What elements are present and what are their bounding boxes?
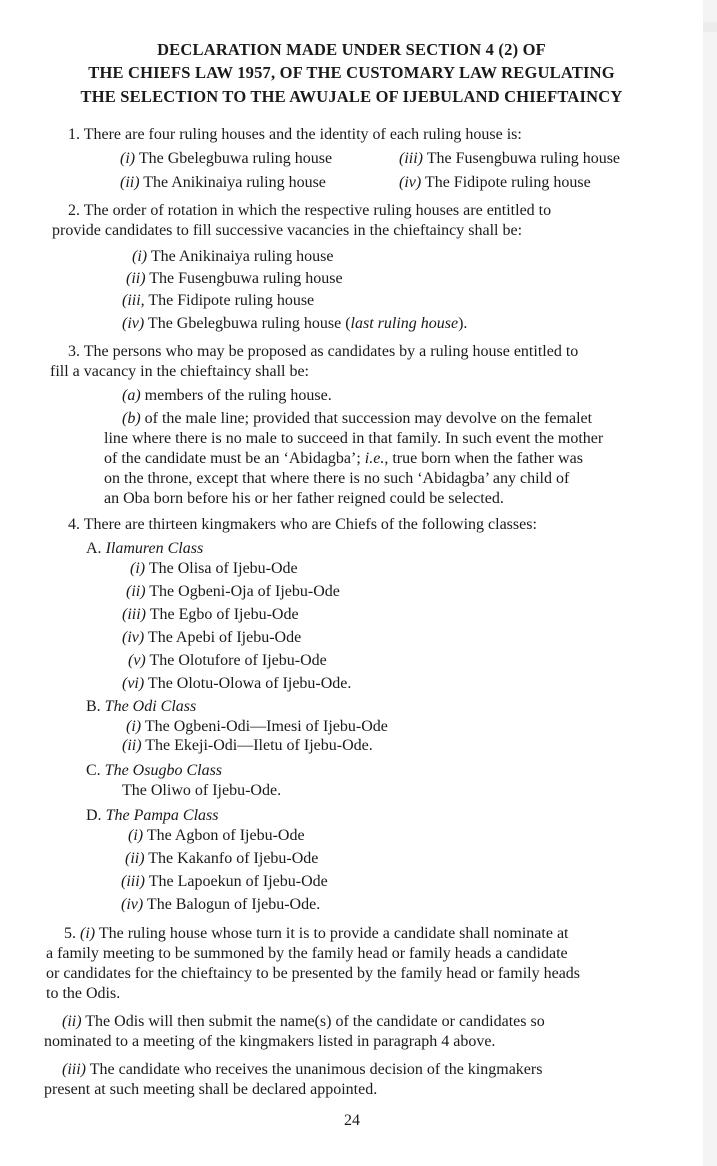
p5-iii-line-1 (62, 1061, 542, 1079)
class-a-item-6 (122, 675, 351, 693)
p3-item-b-line-5: an Oba born before his or her father reigned could be selected. (104, 490, 504, 507)
class-a-item-5 (128, 652, 327, 670)
item-number: (ii) (126, 270, 146, 287)
item-text: The Anikinaiya ruling house (147, 248, 334, 265)
item-text: The Fidipote ruling house (144, 292, 315, 309)
item-number: (ii) (126, 583, 146, 600)
page-edge-mark (703, 22, 717, 32)
p3-item-b-line-1 (122, 410, 592, 428)
class-d-item-2 (125, 850, 318, 868)
item-number: (i) (80, 925, 96, 942)
item-number: (vi) (122, 675, 145, 692)
item-number: (ii) (125, 850, 145, 867)
class-d-heading (86, 807, 218, 825)
item-number: (ii) (122, 737, 142, 754)
p3-item-b-line-2: line where there is no male to succeed in that family. In such event the mother (104, 430, 604, 447)
page-edge-strip (703, 0, 717, 1166)
class-letter: A. (86, 540, 102, 557)
class-b-item-2 (122, 737, 373, 755)
item-number: (i) (128, 827, 144, 844)
item-text: The Olisa of Ijebu-Ode (145, 560, 298, 577)
item-text: The Lapoekun of Ijebu-Ode (145, 873, 328, 890)
item-text: The Anikinaiya ruling house (139, 174, 326, 191)
item-number: (iii) (399, 150, 423, 167)
class-name: The Pampa Class (105, 807, 219, 824)
item-text: The Ogbeni-Odi—Imesi of Ijebu-Ode (141, 718, 388, 735)
item-emphasis: last ruling house (350, 315, 459, 332)
p5-iii-line-2: present at such meeting shall be declared appointed. (44, 1081, 378, 1098)
p2-item-1 (132, 248, 333, 266)
class-b-heading (86, 698, 196, 716)
item-number: (iii) (122, 606, 146, 623)
class-letter: C. (86, 762, 101, 779)
class-d-item-3 (121, 873, 328, 891)
text-part: of the candidate must be an ‘Abidagba’; (104, 450, 365, 467)
item-number: (ii) (62, 1013, 82, 1030)
p2-line-2: provide candidates to fill successive vacancies in the chieftaincy shall be: (52, 222, 523, 239)
item-text: The Gbelegbuwa ruling house ( (144, 315, 351, 332)
class-name: The Odi Class (104, 698, 197, 715)
item-number: (i) (132, 248, 148, 265)
p1-text: 1. There are four ruling houses and the identity of each ruling house is: (68, 126, 522, 143)
p3-item-b-line-3 (104, 450, 583, 468)
item-text: The Balogun of Ijebu-Ode. (143, 896, 321, 913)
p1-item-1 (120, 150, 332, 168)
item-number: (i) (120, 150, 136, 167)
p3-line-1: 3. The persons who may be proposed as candidates by a ruling house entitled to (68, 343, 579, 360)
class-c-heading (86, 762, 222, 780)
item-number: (iv) (121, 896, 144, 913)
item-text: The Ekeji-Odi—Iletu of Ijebu-Ode. (141, 737, 373, 754)
p3-line-2: fill a vacancy in the chieftaincy shall be: (50, 363, 309, 380)
p2-item-3 (122, 292, 314, 310)
class-c-item-1: The Oliwo of Ijebu-Ode. (122, 782, 282, 799)
item-text: members of the ruling house. (140, 387, 332, 404)
item-number: (i) (130, 560, 146, 577)
p5-i-line-1 (64, 925, 568, 943)
text-emphasis: i.e. (364, 450, 385, 467)
class-name: The Osugbo Class (104, 762, 223, 779)
item-text: The Fusengbuwa ruling house (423, 150, 621, 167)
p1-item-3 (399, 150, 620, 168)
item-text: The Ogbeni-Oja of Ijebu-Ode (145, 583, 340, 600)
item-number: (iv) (122, 629, 145, 646)
class-b-item-1 (126, 718, 388, 736)
item-text: The Fusengbuwa ruling house (145, 270, 343, 287)
heading-line-1: DECLARATION MADE UNDER SECTION 4 (2) OF (157, 40, 546, 59)
heading-line-2: THE CHIEFS LAW 1957, OF THE CUSTOMARY LAW REGULATING (88, 63, 615, 82)
class-a-item-4 (122, 629, 301, 647)
p4-text: 4. There are thirteen kingmakers who are Chiefs of the following classes: (68, 516, 537, 533)
class-d-item-1 (128, 827, 305, 845)
p5-ii-line-1 (62, 1013, 545, 1031)
page-number: 24 (344, 1112, 360, 1129)
item-tail: ). (458, 315, 468, 332)
item-number: (a) (122, 387, 141, 404)
item-text: The Kakanfo of Ijebu-Ode (144, 850, 319, 867)
class-a-heading (86, 540, 203, 558)
class-a-item-1 (130, 560, 298, 578)
text-part: , true born when the father was (384, 450, 583, 467)
heading-line-3: THE SELECTION TO THE AWUJALE OF IJEBULAND CHIEFTAINCY (80, 87, 623, 106)
paragraph-number: 5. (64, 925, 80, 942)
item-text: The Gbelegbuwa ruling house (135, 150, 333, 167)
item-number: (iv) (122, 315, 145, 332)
item-number: (iv) (399, 174, 422, 191)
item-text: The candidate who receives the unanimous decision of the kingmakers (86, 1061, 543, 1078)
class-letter: D. (86, 807, 102, 824)
item-text: The Olotu-Olowa of Ijebu-Ode. (144, 675, 352, 692)
item-text: The Olotufore of Ijebu-Ode (145, 652, 327, 669)
class-a-item-2 (126, 583, 340, 601)
item-number: (i) (126, 718, 142, 735)
p5-i-line-3: or candidates for the chieftaincy to be presented by the family head or family heads (46, 965, 581, 982)
class-letter: B. (86, 698, 101, 715)
p5-i-line-2: a family meeting to be summoned by the family head or family heads a candidate (46, 945, 568, 962)
item-text: The Fidipote ruling house (421, 174, 591, 191)
class-d-item-4 (121, 896, 320, 914)
p1-item-4 (399, 174, 591, 192)
p5-ii-line-2: nominated to a meeting of the kingmakers listed in paragraph 4 above. (44, 1033, 496, 1050)
item-number: (b) (122, 410, 141, 427)
p5-i-line-4: to the Odis. (46, 985, 121, 1002)
class-name: Ilamuren Class (105, 540, 204, 557)
item-number: (ii) (120, 174, 140, 191)
item-text: The Odis will then submit the name(s) of the candidate or candidates so (81, 1013, 545, 1030)
p2-item-2 (126, 270, 343, 288)
p1-item-2 (120, 174, 326, 192)
p2-item-4 (122, 315, 467, 333)
item-text: The Egbo of Ijebu-Ode (146, 606, 299, 623)
item-number: (iii, (122, 292, 145, 309)
p2-line-1: 2. The order of rotation in which the respective ruling houses are entitled to (68, 202, 552, 219)
item-number: (iii) (62, 1061, 86, 1078)
item-number: (v) (128, 652, 146, 669)
item-text: The Agbon of Ijebu-Ode (143, 827, 305, 844)
item-text: of the male line; provided that succession may devolve on the femalet (140, 410, 593, 427)
class-a-item-3 (122, 606, 299, 624)
item-text: The ruling house whose turn it is to provide a candidate shall nominate at (95, 925, 569, 942)
p3-item-b-line-4: on the throne, except that where there is no such ‘Abidagba’ any child of (104, 470, 570, 487)
item-number: (iii) (121, 873, 145, 890)
item-text: The Apebi of Ijebu-Ode (144, 629, 302, 646)
p3-item-a (122, 387, 332, 405)
